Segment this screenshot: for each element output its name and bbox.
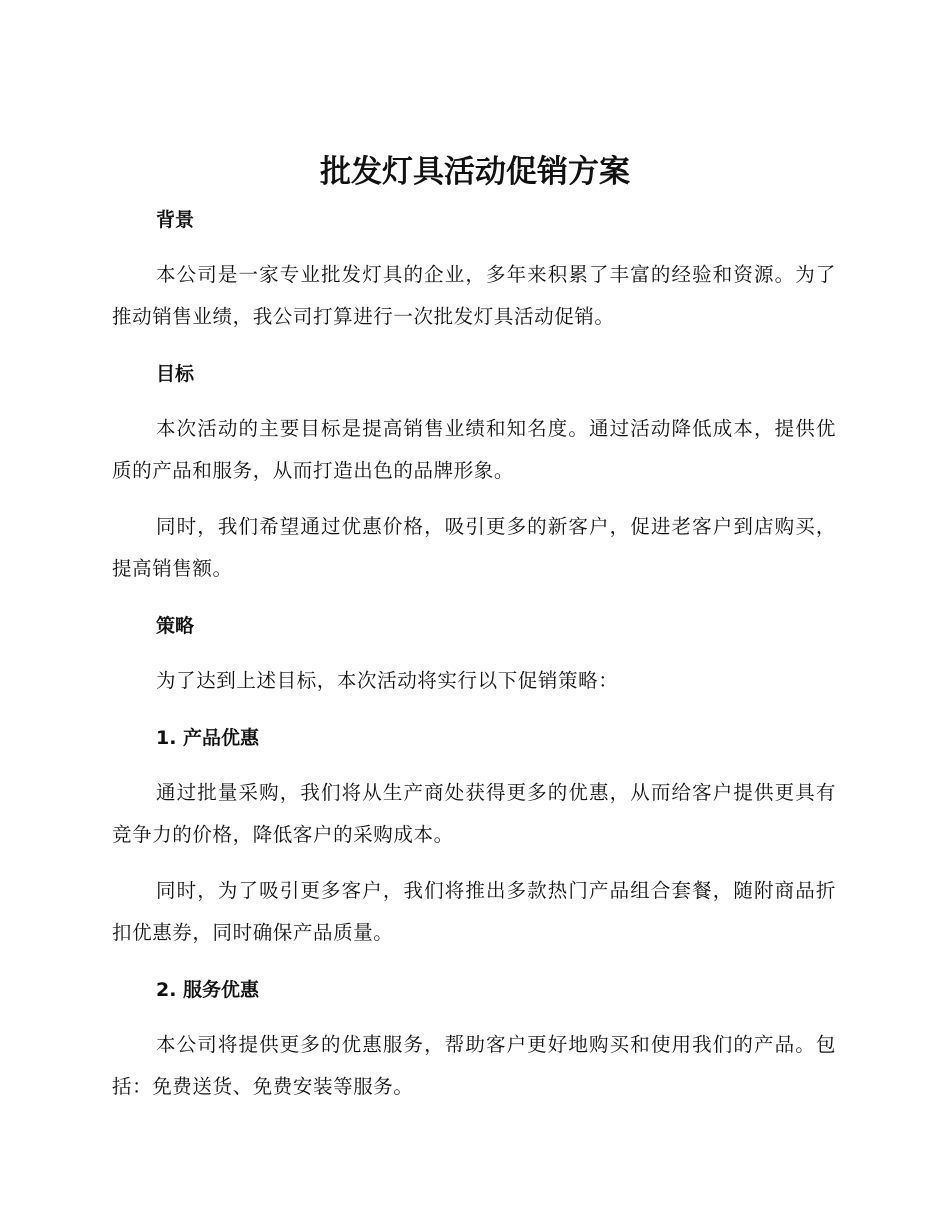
product-paragraph-1: 通过批量采购，我们将从生产商处获得更多的优惠，从而给客户提供更具有竞争力的价格，降低客户的采购成本。	[112, 781, 836, 846]
background-paragraph: 本公司是一家专业批发灯具的企业，多年来积累了丰富的经验和资源。为了推动销售业绩，我公司打算进行一次批发灯具活动促销。	[112, 263, 836, 328]
product-paragraph-2: 同时，为了吸引更多客户，我们将推出多款热门产品组合套餐，随附商品折扣优惠券，同时确保产品质量。	[112, 879, 836, 944]
service-paragraph: 本公司将提供更多的优惠服务，帮助客户更好地购买和使用我们的产品。包括：免费送货、免费安装等服务。	[112, 1033, 836, 1098]
subsection-heading-service: 2. 服务优惠	[156, 979, 260, 1001]
goal-paragraph-2: 同时，我们希望通过优惠价格，吸引更多的新客户，促进老客户到店购买，提高销售额。	[112, 515, 836, 580]
strategy-paragraph: 为了达到上述目标，本次活动将实行以下促销策略：	[156, 669, 619, 692]
document-body	[112, 200, 836, 1108]
section-heading-background: 背景	[156, 209, 195, 231]
section-heading-goal: 目标	[156, 363, 195, 385]
section-heading-strategy: 策略	[156, 615, 195, 637]
subsection-heading-product: 1. 产品优惠	[156, 727, 260, 749]
document-title: 批发灯具活动促销方案	[320, 154, 630, 190]
goal-paragraph-1: 本次活动的主要目标是提高销售业绩和知名度。通过活动降低成本，提供优质的产品和服务，从而打造出色的品牌形象。	[112, 417, 836, 482]
